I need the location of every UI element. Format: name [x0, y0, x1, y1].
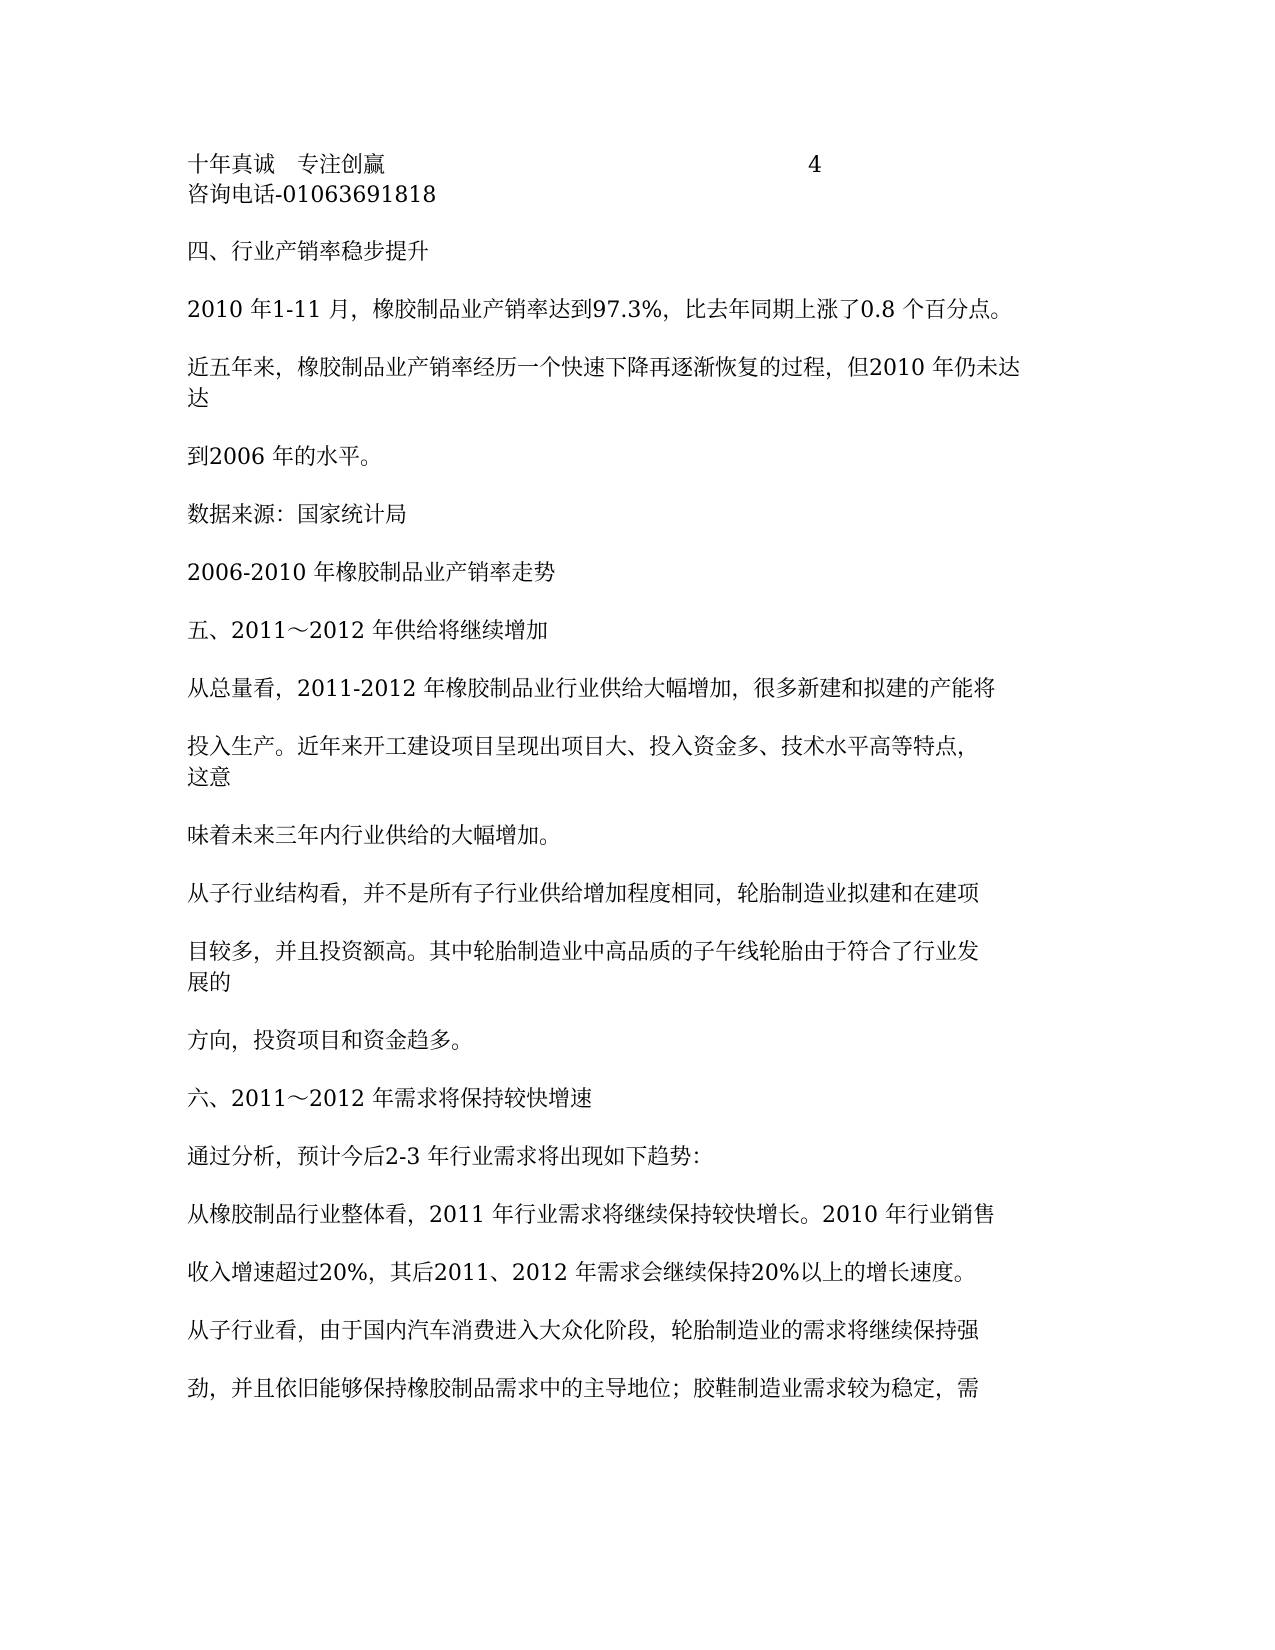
page-number: 4 — [808, 153, 822, 178]
paragraph-line: 2010 年1-11 月，橡胶制品业产销率达到97.3%，比去年同期上涨了0.8 个百分点。 — [187, 298, 1013, 323]
data-source: 数据来源：国家统计局 — [187, 503, 408, 528]
figure-caption: 2006-2010 年橡胶制品业产销率走势 — [187, 561, 556, 586]
paragraph-line: 达 — [187, 387, 210, 412]
paragraph-line: 投入生产。近年来开工建设项目呈现出项目大、投入资金多、技术水平高等特点， — [187, 735, 980, 760]
paragraph-line: 味着未来三年内行业供给的大幅增加。 — [187, 824, 562, 849]
paragraph-line: 从总量看，2011-2012 年橡胶制品业行业供给大幅增加，很多新建和拟建的产能将 — [187, 677, 996, 702]
paragraph-line: 劲，并且依旧能够保持橡胶制品需求中的主导地位；胶鞋制造业需求较为稳定，需 — [187, 1377, 980, 1402]
paragraph-line: 从子行业看，由于国内汽车消费进入大众化阶段，轮胎制造业的需求将继续保持强 — [187, 1319, 980, 1344]
paragraph-line: 收入增速超过20%，其后2011、2012 年需求会继续保持20%以上的增长速度。 — [187, 1261, 976, 1286]
header-slogan: 十年真诚 专注创赢 — [187, 153, 386, 178]
paragraph-line: 通过分析，预计今后2-3 年行业需求将出现如下趋势： — [187, 1145, 714, 1170]
paragraph-line: 从橡胶制品行业整体看，2011 年行业需求将继续保持较快增长。2010 年行业销售 — [187, 1203, 995, 1228]
section-heading-4: 四、行业产销率稳步提升 — [187, 240, 430, 265]
paragraph-line: 近五年来，橡胶制品业产销率经历一个快速下降再逐渐恢复的过程，但2010 年仍未达 — [187, 356, 1020, 381]
section-heading-5: 五、2011～2012 年供给将继续增加 — [187, 619, 548, 644]
paragraph-line: 这意 — [187, 766, 232, 791]
section-heading-6: 六、2011～2012 年需求将保持较快增速 — [187, 1087, 592, 1112]
paragraph-line: 方向，投资项目和资金趋多。 — [187, 1029, 474, 1054]
paragraph-line: 展的 — [187, 971, 232, 996]
paragraph-line: 到2006 年的水平。 — [187, 445, 382, 470]
header-phone: 咨询电话-01063691818 — [187, 183, 437, 208]
paragraph-line: 目较多，并且投资额高。其中轮胎制造业中高品质的子午线轮胎由于符合了行业发 — [187, 940, 980, 965]
paragraph-line: 从子行业结构看，并不是所有子行业供给增加程度相同，轮胎制造业拟建和在建项 — [187, 882, 980, 907]
